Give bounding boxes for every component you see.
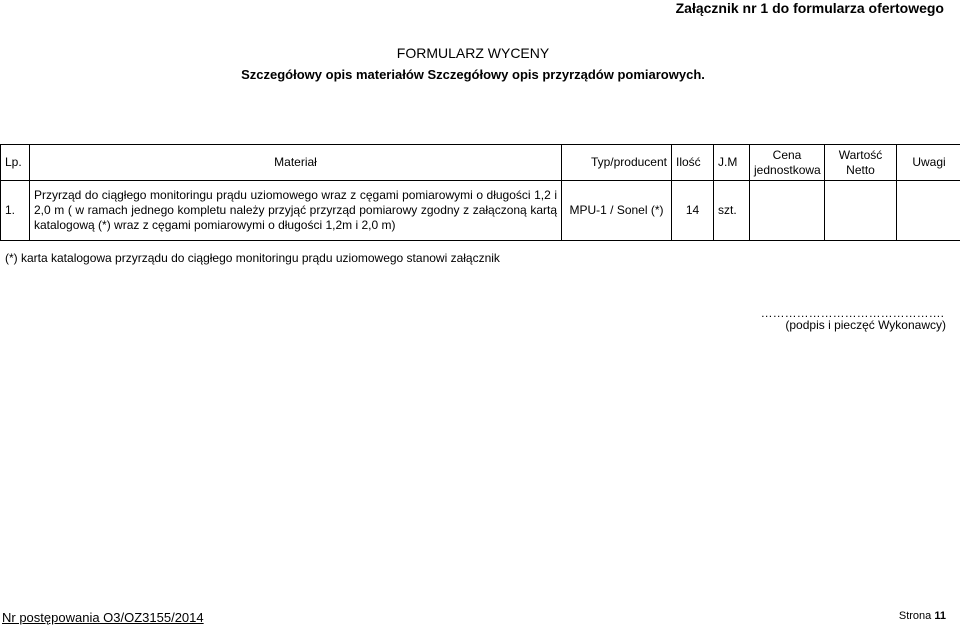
table-header-row	[1, 145, 960, 181]
signature-label: (podpis i pieczęć Wykonawcy)	[785, 318, 946, 332]
row-material: Przyrząd do ciągłego monitoringu prądu uziomowego wraz z cęgami pomiarowymi o długości 1,2 i 2,0 m ( w ramach jednego kompletu należy przyjąć przyrząd pomiarowy zgodny z załączoną kartą katalogową (*) wraz z cęgami pomiarowymi o długości 1,2m i 2,0 m)	[30, 181, 562, 241]
header-notes: Uwagi	[897, 145, 960, 181]
pricing-table	[0, 144, 960, 241]
row-net-value	[825, 181, 897, 241]
page-label: Strona	[899, 610, 931, 622]
signature-line: ……………………………………….	[761, 306, 944, 320]
row-notes	[897, 181, 960, 241]
header-quantity: Ilość	[672, 145, 714, 181]
page-indicator	[899, 610, 946, 622]
header-unit-price: Cena jednostkowa	[750, 145, 825, 181]
table-row	[1, 181, 960, 241]
attachment-title: Załącznik nr 1 do formularza ofertowego	[676, 0, 944, 16]
page-number: 11	[934, 610, 946, 622]
row-lp: 1.	[1, 181, 30, 241]
form-subtitle: Szczegółowy opis materiałów Szczegółowy opis przyrządów pomiarowych.	[0, 67, 946, 82]
header-material: Materiał	[30, 145, 562, 181]
row-unit: szt.	[714, 181, 750, 241]
form-title: FORMULARZ WYCENY	[0, 45, 946, 61]
header-lp: Lp.	[1, 145, 30, 181]
header-unit: J.M	[714, 145, 750, 181]
procedure-number: Nr postępowania O3/OZ3155/2014	[2, 610, 204, 625]
catalog-footnote: (*) karta katalogowa przyrządu do ciągłego monitoringu prądu uziomowego stanowi załącznik	[5, 251, 500, 265]
header-type: Typ/producent	[562, 145, 672, 181]
row-unit-price	[750, 181, 825, 241]
header-net-value: Wartość Netto	[825, 145, 897, 181]
row-type: MPU-1 / Sonel (*)	[562, 181, 672, 241]
row-quantity: 14	[672, 181, 714, 241]
